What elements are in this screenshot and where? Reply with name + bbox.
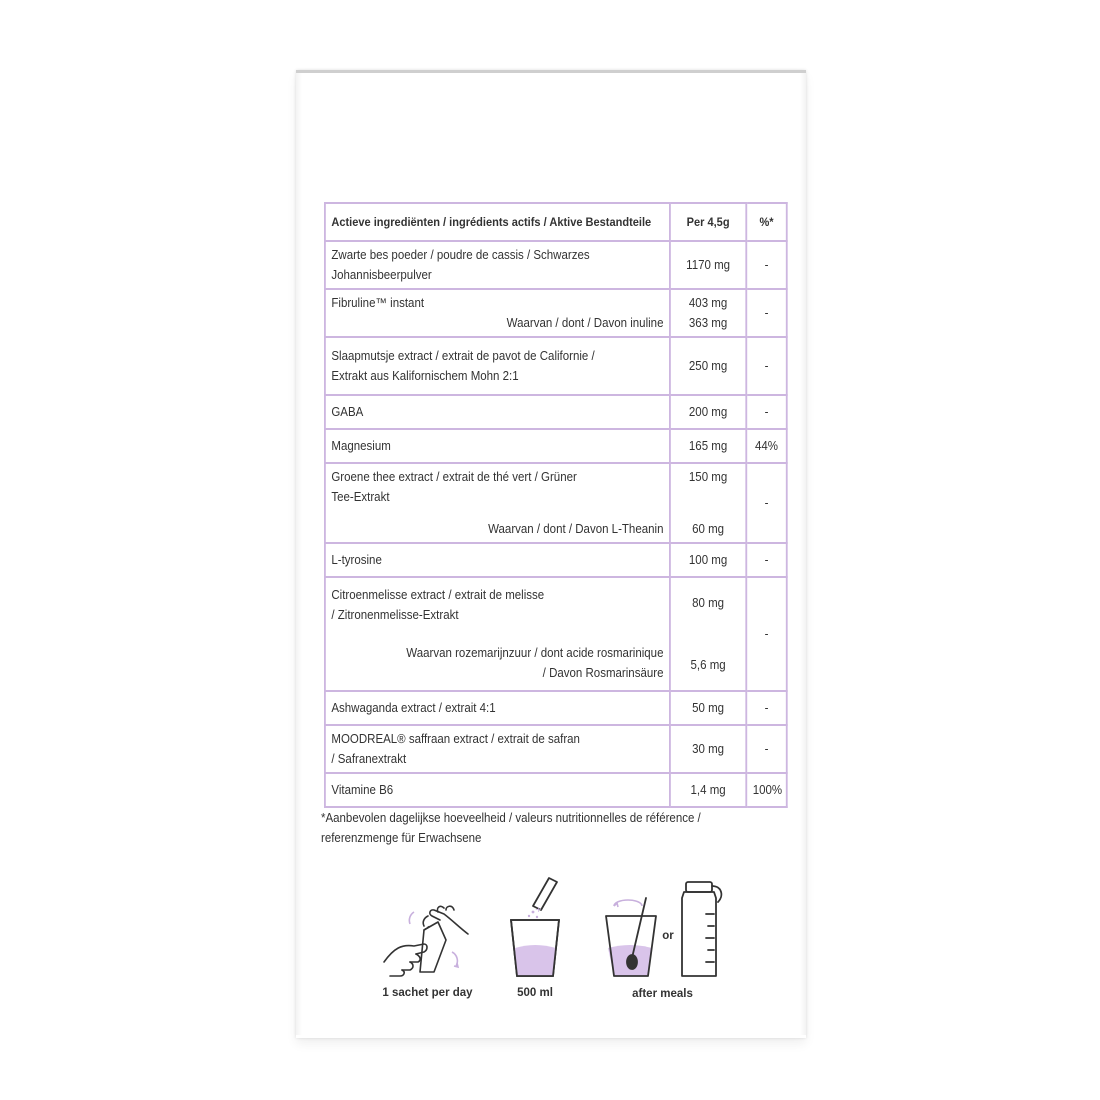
ingredient-name: MOODREAL® saffraan extract / extrait de safran / Safranextrakt <box>325 725 670 773</box>
table-row <box>325 463 787 543</box>
table-header-row <box>325 203 787 241</box>
glass-with-sachet-icon <box>505 872 565 982</box>
ingredient-percent: - <box>746 289 786 337</box>
footnote: *Aanbevolen dagelijkse hoeveelheid / valeurs nutritionnelles de référence / referenzmenge für Erwachsene <box>321 811 701 845</box>
ingredient-amount: 150 mg 60 mg <box>670 463 746 543</box>
table-row <box>325 577 787 691</box>
ingredient-amount: 165 mg <box>670 429 746 463</box>
ingredient-percent: - <box>746 395 786 429</box>
ingredient-percent: - <box>746 463 786 543</box>
package-top-edge <box>296 70 806 73</box>
table-row <box>325 773 787 807</box>
ingredients-table <box>324 202 788 808</box>
ingredient-name: Magnesium <box>325 429 670 463</box>
table-row <box>325 691 787 725</box>
ingredient-name: Vitamine B6 <box>325 773 670 807</box>
table-row <box>325 543 787 577</box>
ingredient-name: Ashwaganda extract / extrait 4:1 <box>325 691 670 725</box>
ingredient-percent: 100% <box>746 773 786 807</box>
ingredient-amount: 100 mg <box>670 543 746 577</box>
ingredient-name: GABA <box>325 395 670 429</box>
svg-text:+: + <box>535 905 542 914</box>
ingredient-name: Groene thee extract / extrait de thé vert / Grüner Tee-Extrakt Waarvan / dont / Davon L-Theanin <box>325 463 670 543</box>
ingredient-percent: - <box>746 337 786 395</box>
package-left-shade <box>296 73 302 1035</box>
ingredient-amount: 1170 mg <box>670 241 746 289</box>
table-row <box>325 241 787 289</box>
amount-column-header: Per 4,5g <box>670 203 746 241</box>
ingredient-percent: - <box>746 543 786 577</box>
hand-tearing-sachet-icon <box>380 900 475 985</box>
ingredient-percent: - <box>746 241 786 289</box>
shaker-bottle-icon <box>678 878 726 982</box>
table-row <box>325 289 787 337</box>
ingredient-amount: 403 mg 363 mg <box>670 289 746 337</box>
table-row <box>325 337 787 395</box>
ingredient-amount: 250 mg <box>670 337 746 395</box>
ingredient-amount: 50 mg <box>670 691 746 725</box>
ingredient-amount: 1,4 mg <box>670 773 746 807</box>
ingredient-name: Citroenmelisse extract / extrait de melisse / Zitronenmelisse-Extrakt Waarvan rozemarijnzuur / dont acide rosmarinique / Davon Rosmarinsäure <box>325 577 670 691</box>
ingredient-percent: 44% <box>746 429 786 463</box>
glass-with-spoon-icon <box>602 892 660 982</box>
or-label: or <box>662 930 674 942</box>
ingredient-name: Fibruline™ instant Waarvan / dont / Davon inuline <box>325 289 670 337</box>
ingredient-amount: 30 mg <box>670 725 746 773</box>
ingredient-name: Zwarte bes poeder / poudre de cassis / Schwarzes Johannisbeerpulver <box>325 241 670 289</box>
ingredient-percent: - <box>746 691 786 725</box>
ingredient-percent: - <box>746 725 786 773</box>
percent-column-header: %* <box>746 203 786 241</box>
step-caption: after meals <box>632 988 693 1000</box>
ingredient-name: Slaapmutsje extract / extrait de pavot de Californie / Extrakt aus Kalifornischem Mohn 2:1 <box>325 337 670 395</box>
step-caption: 1 sachet per day <box>382 987 473 999</box>
table-row <box>325 725 787 773</box>
table-row <box>325 429 787 463</box>
ingredient-amount: 80 mg 5,6 mg <box>670 577 746 691</box>
package-right-shade <box>800 73 806 1035</box>
ingredient-name: L-tyrosine <box>325 543 670 577</box>
ingredient-percent: - <box>746 577 786 691</box>
step-caption: 500 ml <box>517 987 553 999</box>
ingredient-column-header: Actieve ingrediënten / ingrédients actifs / Aktive Bestandteile <box>325 203 670 241</box>
table-row <box>325 395 787 429</box>
ingredient-amount: 200 mg <box>670 395 746 429</box>
